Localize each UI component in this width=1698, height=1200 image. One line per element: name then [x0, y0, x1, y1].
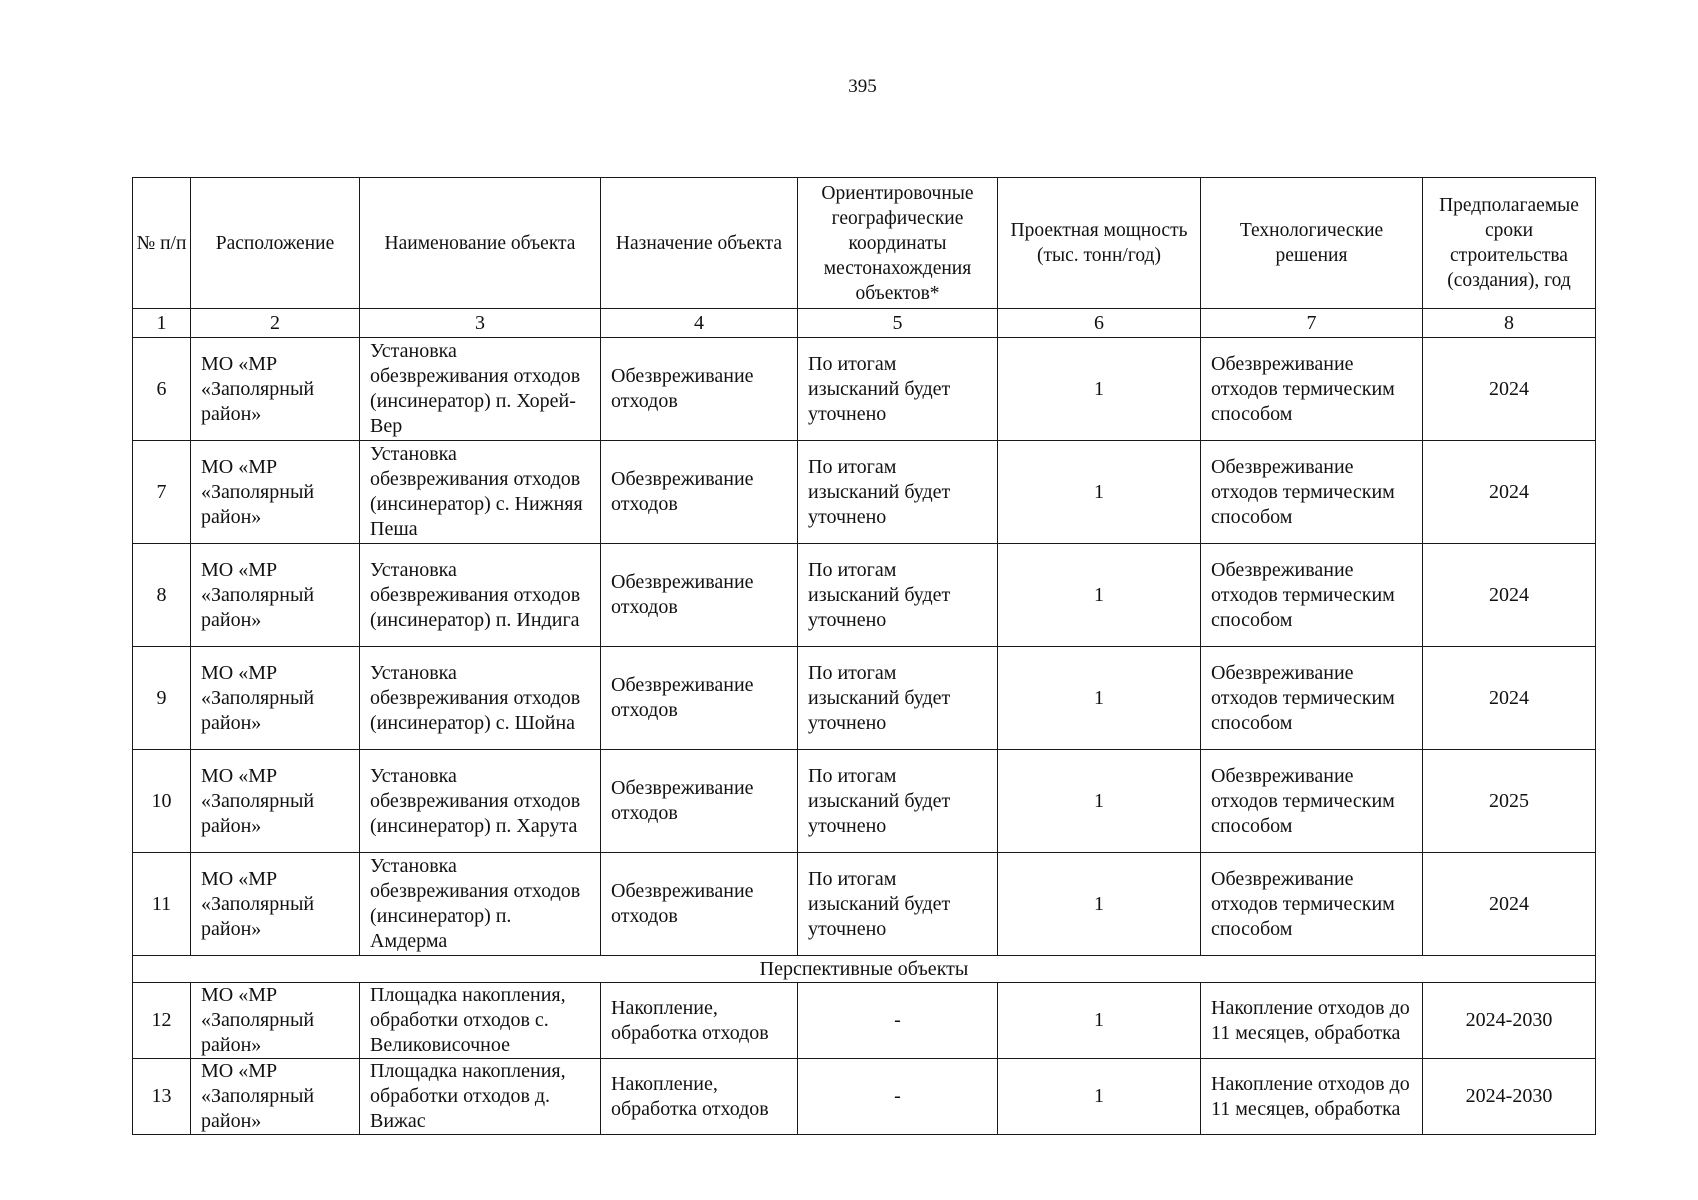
section-title: Перспективные объекты [133, 956, 1596, 983]
cell-purpose: Обезвреживание отходов [601, 853, 798, 956]
cell-years: 2024 [1423, 647, 1596, 750]
cell-location: МО «МР «Заполярный район» [191, 441, 360, 544]
cell-tech: Обезвреживание отходов термическим способом [1201, 544, 1423, 647]
cell-capacity: 1 [998, 544, 1201, 647]
cell-location: МО «МР «Заполярный район» [191, 983, 360, 1059]
cell-name: Установка обезвреживания отходов (инсинератор) п. Индига [360, 544, 601, 647]
cell-name: Площадка накопления, обработки отходов с. Великовисочное [360, 983, 601, 1059]
cell-location: МО «МР «Заполярный район» [191, 544, 360, 647]
cell-tech: Обезвреживание отходов термическим способом [1201, 750, 1423, 853]
cell-num: 6 [133, 338, 191, 441]
header-cell-num: № п/п [133, 178, 191, 309]
column-number: 5 [798, 309, 998, 338]
column-number: 4 [601, 309, 798, 338]
cell-purpose: Обезвреживание отходов [601, 544, 798, 647]
cell-capacity: 1 [998, 1059, 1201, 1135]
section-heading-row [133, 956, 1596, 983]
table-row [133, 1059, 1596, 1135]
table-row [133, 853, 1596, 956]
cell-purpose: Накопление, обработка отходов [601, 1059, 798, 1135]
cell-coords: По итогам изысканий будет уточнено [798, 441, 998, 544]
header-cell-coords: Ориентировочные географические координаты местонахождения объектов* [798, 178, 998, 309]
cell-num: 8 [133, 544, 191, 647]
cell-capacity: 1 [998, 338, 1201, 441]
cell-purpose: Накопление, обработка отходов [601, 983, 798, 1059]
header-cell-location: Расположение [191, 178, 360, 309]
header-cell-tech: Технологические решения [1201, 178, 1423, 309]
cell-coords: - [798, 1059, 998, 1135]
cell-years: 2024-2030 [1423, 983, 1596, 1059]
table-row [133, 647, 1596, 750]
table-header-row [133, 178, 1596, 309]
cell-num: 9 [133, 647, 191, 750]
cell-purpose: Обезвреживание отходов [601, 441, 798, 544]
cell-location: МО «МР «Заполярный район» [191, 1059, 360, 1135]
header-cell-purpose: Назначение объекта [601, 178, 798, 309]
cell-num: 10 [133, 750, 191, 853]
column-number-row [133, 309, 1596, 338]
cell-tech: Обезвреживание отходов термическим способом [1201, 647, 1423, 750]
column-number: 8 [1423, 309, 1596, 338]
column-number: 6 [998, 309, 1201, 338]
cell-name: Установка обезвреживания отходов (инсинератор) с. Шойна [360, 647, 601, 750]
cell-tech: Накопление отходов до 11 месяцев, обработка [1201, 1059, 1423, 1135]
cell-coords: По итогам изысканий будет уточнено [798, 750, 998, 853]
cell-tech: Обезвреживание отходов термическим способом [1201, 853, 1423, 956]
cell-years: 2024 [1423, 441, 1596, 544]
cell-years: 2024 [1423, 544, 1596, 647]
page-number: 395 [848, 76, 877, 97]
table-row [133, 441, 1596, 544]
cell-capacity: 1 [998, 750, 1201, 853]
column-number: 1 [133, 309, 191, 338]
cell-purpose: Обезвреживание отходов [601, 647, 798, 750]
column-number: 3 [360, 309, 601, 338]
column-number: 2 [191, 309, 360, 338]
cell-years: 2024-2030 [1423, 1059, 1596, 1135]
cell-years: 2024 [1423, 338, 1596, 441]
cell-coords: По итогам изысканий будет уточнено [798, 338, 998, 441]
cell-location: МО «МР «Заполярный район» [191, 338, 360, 441]
cell-capacity: 1 [998, 647, 1201, 750]
cell-purpose: Обезвреживание отходов [601, 750, 798, 853]
header-cell-name: Наименование объекта [360, 178, 601, 309]
cell-name: Площадка накопления, обработки отходов д. Вижас [360, 1059, 601, 1135]
cell-coords: - [798, 983, 998, 1059]
cell-capacity: 1 [998, 441, 1201, 544]
cell-name: Установка обезвреживания отходов (инсинератор) п. Хорей-Вер [360, 338, 601, 441]
cell-name: Установка обезвреживания отходов (инсинератор) п. Харута [360, 750, 601, 853]
cell-location: МО «МР «Заполярный район» [191, 750, 360, 853]
column-number: 7 [1201, 309, 1423, 338]
cell-num: 11 [133, 853, 191, 956]
cell-location: МО «МР «Заполярный район» [191, 853, 360, 956]
cell-name: Установка обезвреживания отходов (инсинератор) п. Амдерма [360, 853, 601, 956]
cell-years: 2025 [1423, 750, 1596, 853]
cell-tech: Обезвреживание отходов термическим способом [1201, 338, 1423, 441]
objects-table [132, 177, 1596, 1135]
table-row [133, 750, 1596, 853]
cell-coords: По итогам изысканий будет уточнено [798, 647, 998, 750]
cell-capacity: 1 [998, 983, 1201, 1059]
cell-purpose: Обезвреживание отходов [601, 338, 798, 441]
cell-tech: Обезвреживание отходов термическим способом [1201, 441, 1423, 544]
cell-capacity: 1 [998, 853, 1201, 956]
table-row [133, 983, 1596, 1059]
cell-tech: Накопление отходов до 11 месяцев, обработка [1201, 983, 1423, 1059]
cell-num: 7 [133, 441, 191, 544]
cell-num: 13 [133, 1059, 191, 1135]
cell-years: 2024 [1423, 853, 1596, 956]
cell-name: Установка обезвреживания отходов (инсинератор) с. Нижняя Пеша [360, 441, 601, 544]
cell-location: МО «МР «Заполярный район» [191, 647, 360, 750]
cell-coords: По итогам изысканий будет уточнено [798, 853, 998, 956]
cell-coords: По итогам изысканий будет уточнено [798, 544, 998, 647]
header-cell-capacity: Проектная мощность (тыс. тонн/год) [998, 178, 1201, 309]
table-row [133, 338, 1596, 441]
cell-num: 12 [133, 983, 191, 1059]
table-row [133, 544, 1596, 647]
header-cell-years: Предполагаемые сроки строительства (создания), год [1423, 178, 1596, 309]
